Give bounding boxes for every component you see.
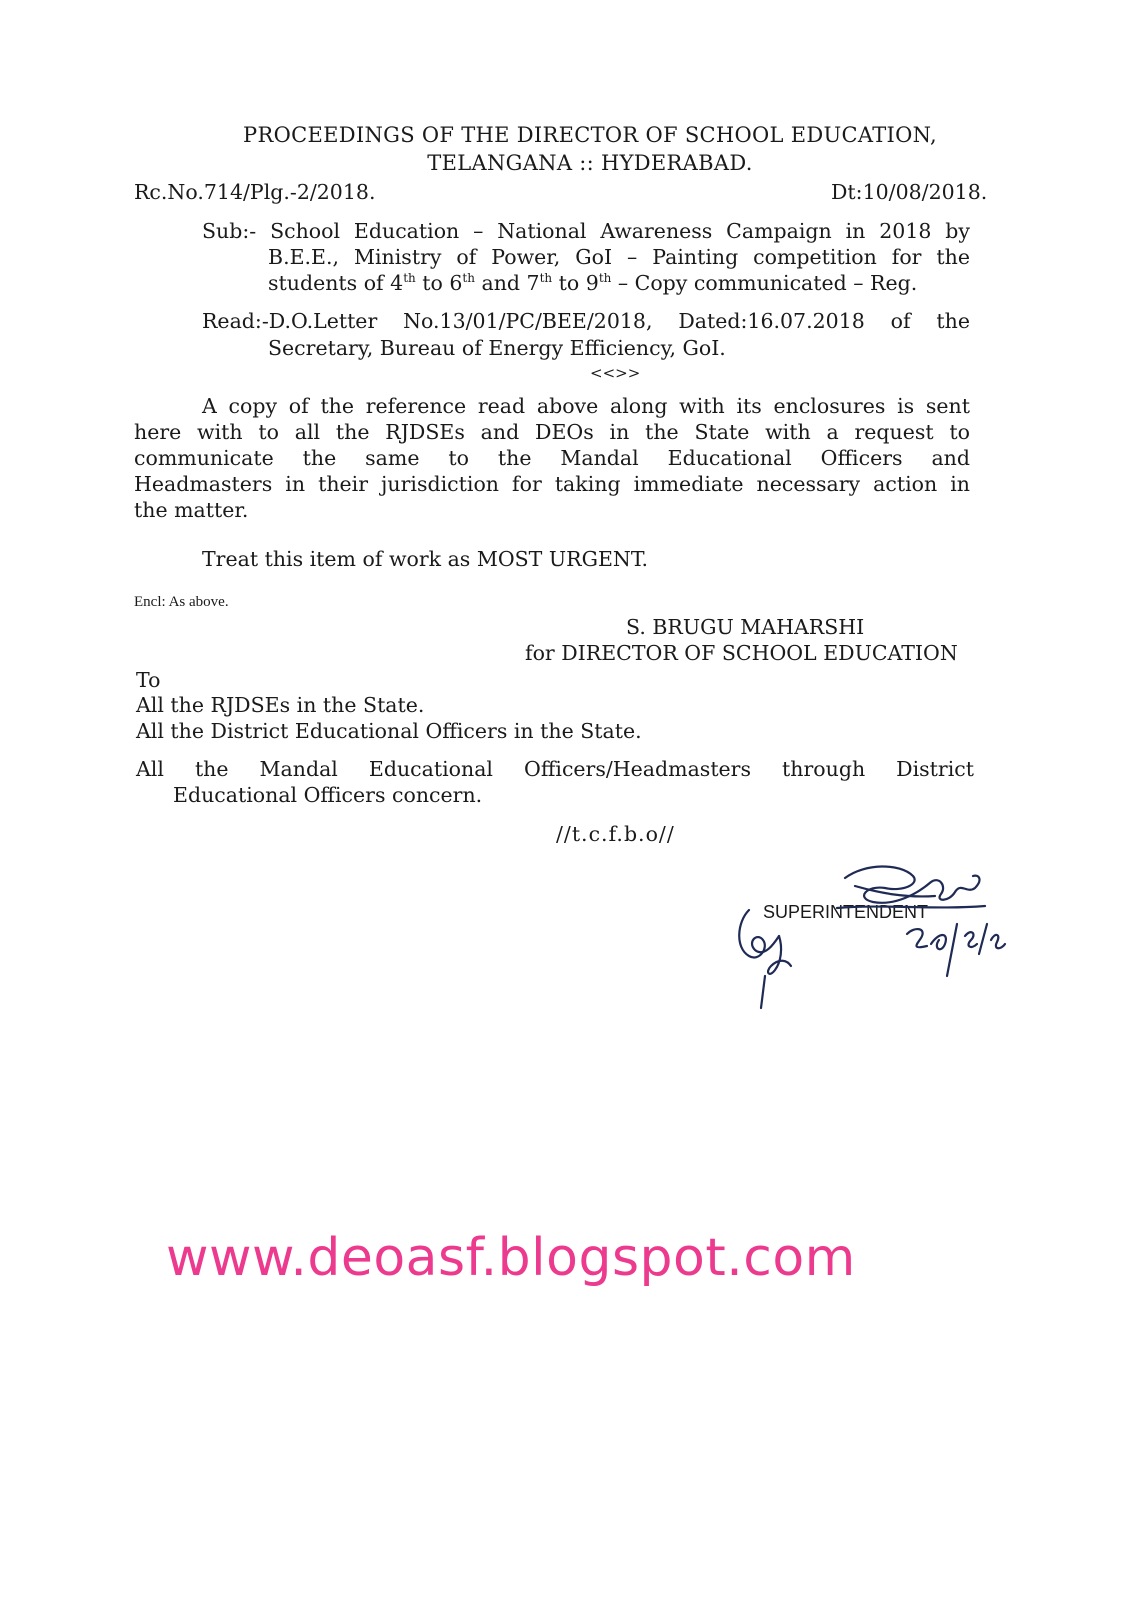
body-line-4: Headmasters in their jurisdiction for taking immediate necessary action in (134, 472, 970, 496)
header-line-2: TELANGANA :: HYDERABAD. (427, 151, 753, 175)
enclosure-note: Encl: As above. (134, 594, 229, 610)
separator: <<>> (590, 364, 641, 382)
recipient-item: All the District Educational Officers in the State. (136, 719, 642, 743)
recipient-item-last-line-1: All the Mandal Educational Officers/Headmasters through District (136, 757, 974, 781)
body-line-1: A copy of the reference read above along with its enclosures is sent (202, 394, 970, 418)
handwritten-signature-icon (735, 858, 1035, 1018)
body-line-3: communicate the same to the Mandal Educational Officers and (134, 446, 970, 470)
superintendent-stamp: SUPERINTENDENT (763, 902, 929, 922)
header-line-1: PROCEEDINGS OF THE DIRECTOR OF SCHOOL EDUCATION, (243, 123, 937, 147)
subject-line-2: B.E.E., Ministry of Power, GoI – Painting competition for the (268, 245, 970, 269)
website-watermark: www.deoasf.blogspot.com (166, 1228, 856, 1288)
subject-line-3: students of 4th to 6th and 7th to 9th – Copy communicated – Reg. (268, 271, 918, 295)
urgent-note: Treat this item of work as MOST URGENT. (202, 547, 649, 571)
body-line-5: the matter. (134, 498, 249, 522)
read-line-1: Read:-D.O.Letter No.13/01/PC/BEE/2018, Dated:16.07.2018 of the (202, 309, 970, 333)
reference-number: Rc.No.714/Plg.-2/2018. (134, 180, 376, 204)
reference-date: Dt:10/08/2018. (831, 180, 988, 204)
recipient-item: All the RJDSEs in the State. (136, 693, 425, 717)
signatory-designation: for DIRECTOR OF SCHOOL EDUCATION (525, 641, 958, 665)
subject-line-1: Sub:- School Education – National Awareness Campaign in 2018 by (202, 219, 970, 243)
recipient-item-last-line-2: Educational Officers concern. (173, 783, 483, 807)
body-line-2: here with to all the RJDSEs and DEOs in the State with a request to (134, 420, 970, 444)
true-copy-note: //t.c.f.b.o// (556, 822, 675, 846)
read-line-2: Secretary, Bureau of Energy Efficiency, GoI. (268, 336, 726, 360)
to-label: To (136, 668, 161, 692)
signatory-name: S. BRUGU MAHARSHI (626, 615, 865, 639)
